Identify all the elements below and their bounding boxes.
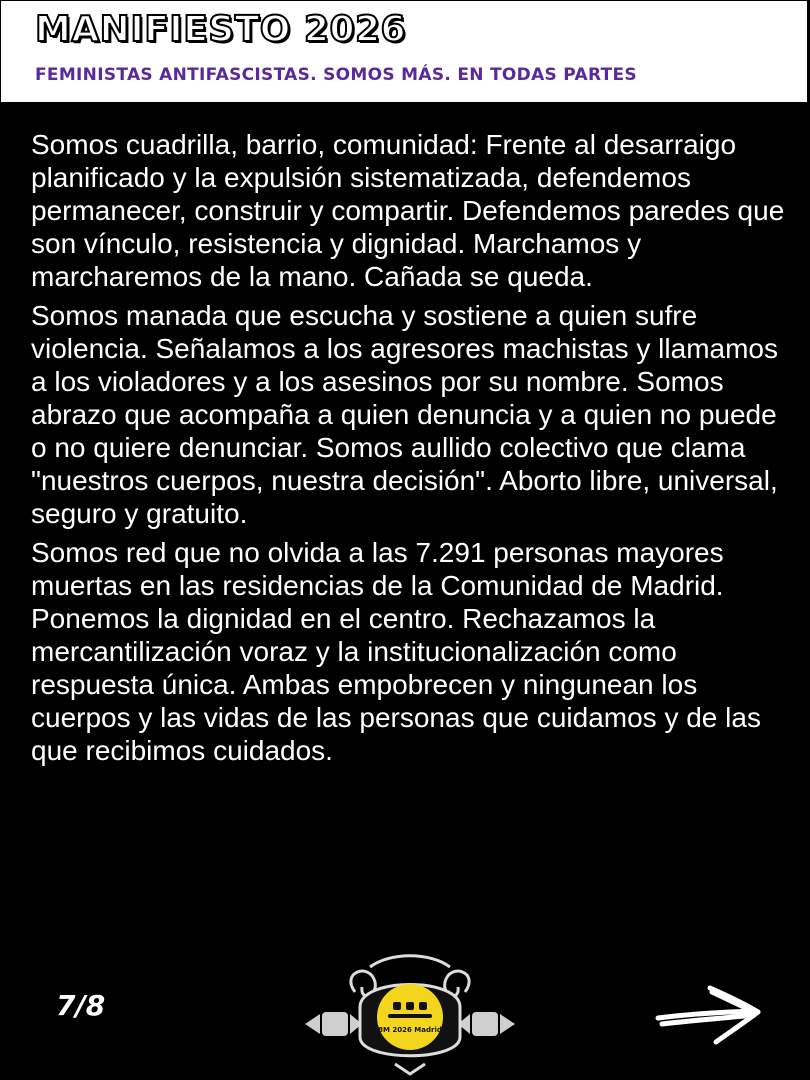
page-title: MANIFIESTO 2026 <box>35 9 407 50</box>
page-subtitle: FEMINISTAS ANTIFASCISTAS. SOMOS MÁS. EN TODAS PARTES <box>35 65 637 85</box>
header-banner <box>0 0 808 103</box>
logo-text: 8M 2026 Madrid <box>378 1026 442 1034</box>
paragraph: Somos red que no olvida a las 7.291 personas mayores muertas en las residencias de la Comunidad de Madrid. Ponemos la dignidad en el centro. Rechazamos la mercantilización voraz y la institucionalización como respuesta única. Ambas empobrecen y ningunean los cuerpos y las vidas de las personas que cuidamos y de las que recibimos cuidados. <box>31 537 761 766</box>
page-indicator: 7/8 <box>56 989 106 1022</box>
paragraph: Somos cuadrilla, barrio, comunidad: Frente al desarraigo planificado y la expulsión sistematizada, defendemos permanecer, construir y compartir. Defendemos paredes que son vínculo, resistencia y dignidad. Marchamos y marcharemos de la mano. Cañada se queda. <box>31 129 785 292</box>
embroidery-logo-icon <box>300 952 520 1077</box>
arrow-right-icon[interactable] <box>650 978 765 1048</box>
manifesto-body <box>31 128 791 773</box>
paragraph: Somos manada que escucha y sostiene a quien sufre violencia. Señalamos a los agresores machistas y llamamos a los violadores y a los asesinos por su nombre. Somos abrazo que acompaña a quien denuncia y a quien no puede o no quiere denunciar. Somos aullido colectivo que clama "nuestros cuerpos, nuestra decisión". Aborto libre, universal, seguro y gratuito. <box>31 300 778 529</box>
